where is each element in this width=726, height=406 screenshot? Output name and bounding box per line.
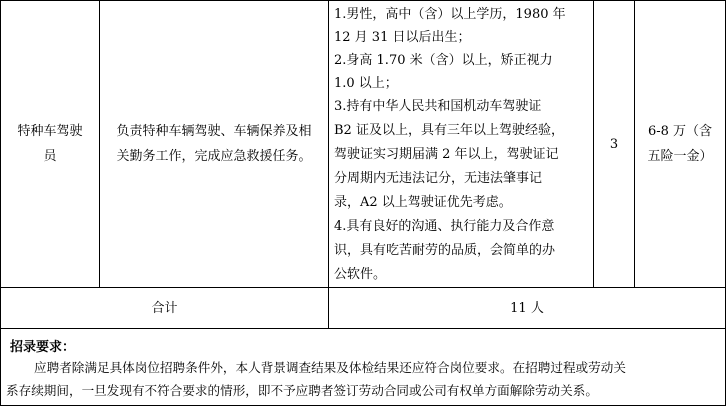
salary-line-1: 6-8 万（含 (647, 124, 713, 139)
requirement-line: 识，具有吃苦耐劳的品质，会简单的办 (334, 243, 556, 258)
position-cell (1, 1, 99, 287)
requirement-line: 12 月 31 日以后出生； (334, 30, 471, 45)
position-line-1: 特种车驾驶 (17, 124, 83, 139)
duty-line-2: 关勤务工作，完成应急救援任务。 (116, 149, 312, 164)
requirement-line: 1.男性，高中（含）以上学历，1980 年 (334, 7, 566, 22)
requirements-text-line-1: 应聘者除满足具体岗位招聘条件外，本人背景调查结果及体检结果还应符合岗位要求。在招聘过程或劳动关 (34, 360, 626, 375)
requirement-line: 2.身高 1.70 米（含）以上，矫正视力 (334, 53, 553, 68)
requirement-line: 公软件。 (334, 267, 387, 282)
requirement-line: 录，A2 以上驾驶证优先考虑。 (334, 195, 512, 210)
total-divider (0, 328, 726, 329)
requirement-line: 3.持有中华人民共和国机动车驾驶证 (334, 99, 542, 114)
requirement-line: 分周期内无违法记分，无违法肇事记 (334, 171, 543, 186)
duty-cell (100, 1, 328, 287)
requirement-line: 1.0 以上； (334, 76, 398, 91)
requirement-line: B2 证及以上，具有三年以上驾驶经验， (334, 123, 564, 138)
salary-line-2: 五险一金） (647, 149, 713, 164)
duty-line-1: 负责特种车辆驾驶、车辆保养及相 (116, 124, 312, 139)
requirements-text-line-2: 系存续期间，一旦发现有不符合要求的情形，即不予应聘者签订劳动合同或公司有权单方面解除劳动关系。 (6, 383, 598, 398)
requirement-line: 4.具有良好的沟通、执行能力及合作意 (334, 219, 555, 234)
count-cell: 3 (609, 136, 619, 152)
requirements-heading: 招录要求： (10, 340, 76, 355)
requirement-line: 驾驶证实习期届满 2 年以上，驾驶证记 (334, 147, 559, 162)
salary-cell (635, 1, 725, 287)
total-value: 11 人 (510, 300, 544, 316)
total-label: 合计 (151, 300, 178, 316)
col-divider-2 (328, 0, 329, 329)
position-line-2: 员 (43, 149, 57, 164)
